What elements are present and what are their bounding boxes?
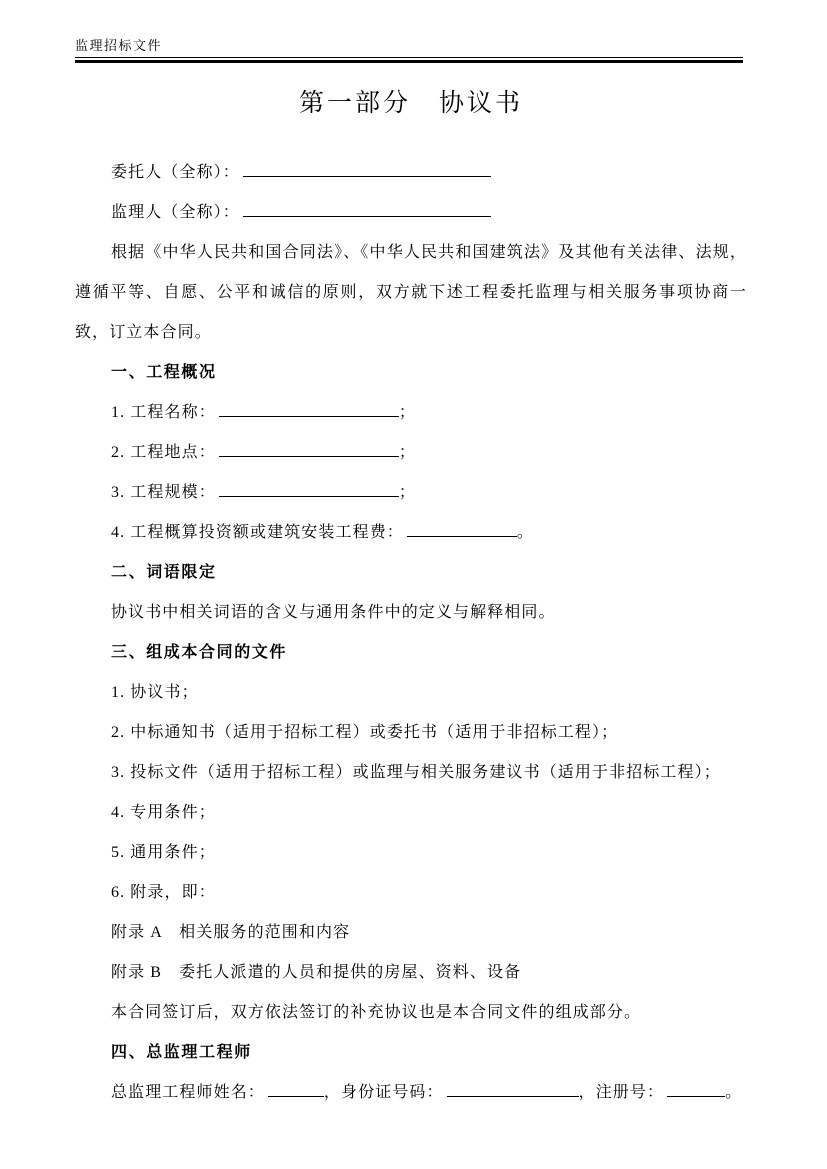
item-project-location-tail: ； (398, 444, 416, 461)
contract-doc-item-4: 4. 专用条件； (111, 804, 216, 821)
chief-engineer-reg-label: ，注册号： (578, 1084, 665, 1101)
chief-engineer-line-end: 。 (725, 1084, 743, 1101)
chief-engineer-reg-blank[interactable] (667, 1079, 725, 1097)
page-header (75, 38, 743, 63)
chief-engineer-id-blank[interactable] (447, 1079, 579, 1097)
section3-heading: 三、组成本合同的文件 (111, 644, 288, 661)
item-project-cost (75, 513, 747, 553)
supervisor-blank-line[interactable] (243, 199, 491, 217)
item-project-cost-label: 4. 工程概算投资额或建筑安装工程费： (111, 524, 404, 541)
document-title: 第一部分 协议书 (298, 90, 523, 117)
project-name-blank-line[interactable] (219, 399, 399, 417)
chief-engineer-name-blank[interactable] (268, 1079, 324, 1097)
project-location-blank-line[interactable] (219, 439, 399, 457)
item-project-location (75, 433, 747, 473)
project-scale-blank-line[interactable] (219, 479, 399, 497)
field-supervisor-label: 监理人（全称）： (111, 204, 240, 221)
project-cost-blank-line[interactable] (407, 519, 517, 537)
section2-heading: 二、词语限定 (111, 564, 217, 581)
item-project-cost-tail: 。 (516, 524, 535, 541)
field-client (75, 153, 747, 193)
item-project-scale (75, 473, 747, 513)
item-project-name-label: 1. 工程名称： (111, 404, 216, 421)
supplement-note: 本合同签订后，双方依法签订的补充协议也是本合同文件的组成部分。 (111, 1004, 642, 1021)
contract-doc-item-3: 3. 投标文件（适用于招标工程）或监理与相关服务建议书（适用于非招标工程）； (111, 764, 721, 781)
item-project-scale-label: 3. 工程规模： (111, 484, 216, 501)
chief-engineer-name-label: 总监理工程师姓名： (111, 1084, 265, 1101)
contract-doc-item-1: 1. 协议书； (111, 684, 199, 701)
header-title: 监理招标文件 (75, 38, 163, 53)
contract-doc-item-2: 2. 中标通知书（适用于招标工程）或委托书（适用于非招标工程）； (111, 724, 619, 741)
document-content (75, 87, 747, 1113)
item-project-name (75, 393, 747, 433)
field-client-label: 委托人（全称）： (111, 164, 240, 181)
contract-doc-item-6: 6. 附录，即： (111, 884, 216, 901)
section2-body: 协议书中相关词语的含义与通用条件中的定义与解释相同。 (111, 604, 556, 621)
intro-paragraph: 根据《中华人民共和国合同法》、《中华人民共和国建筑法》及其他有关法律、法规，遵循平等、自愿、公平和诚信的原则，双方就下述工程委托监理与相关服务事项协商一致，订立本合同。 (75, 244, 747, 341)
section1-heading: 一、工程概况 (111, 364, 217, 381)
chief-engineer-id-label: ，身份证号码： (323, 1084, 444, 1101)
header-rule-thick (75, 60, 743, 63)
item-project-name-tail: ； (398, 404, 416, 421)
contract-doc-item-5: 5. 通用条件； (111, 844, 216, 861)
item-project-location-label: 2. 工程地点： (111, 444, 216, 461)
field-supervisor (75, 193, 747, 233)
appendix-a-line: 附录 A 相关服务的范围和内容 (111, 924, 351, 941)
appendix-b-line: 附录 B 委托人派遣的人员和提供的房屋、资料、设备 (111, 964, 522, 981)
item-project-scale-tail: ； (398, 484, 416, 501)
chief-engineer-line (75, 1073, 747, 1113)
section4-heading: 四、总监理工程师 (111, 1044, 252, 1061)
client-blank-line[interactable] (243, 159, 491, 177)
